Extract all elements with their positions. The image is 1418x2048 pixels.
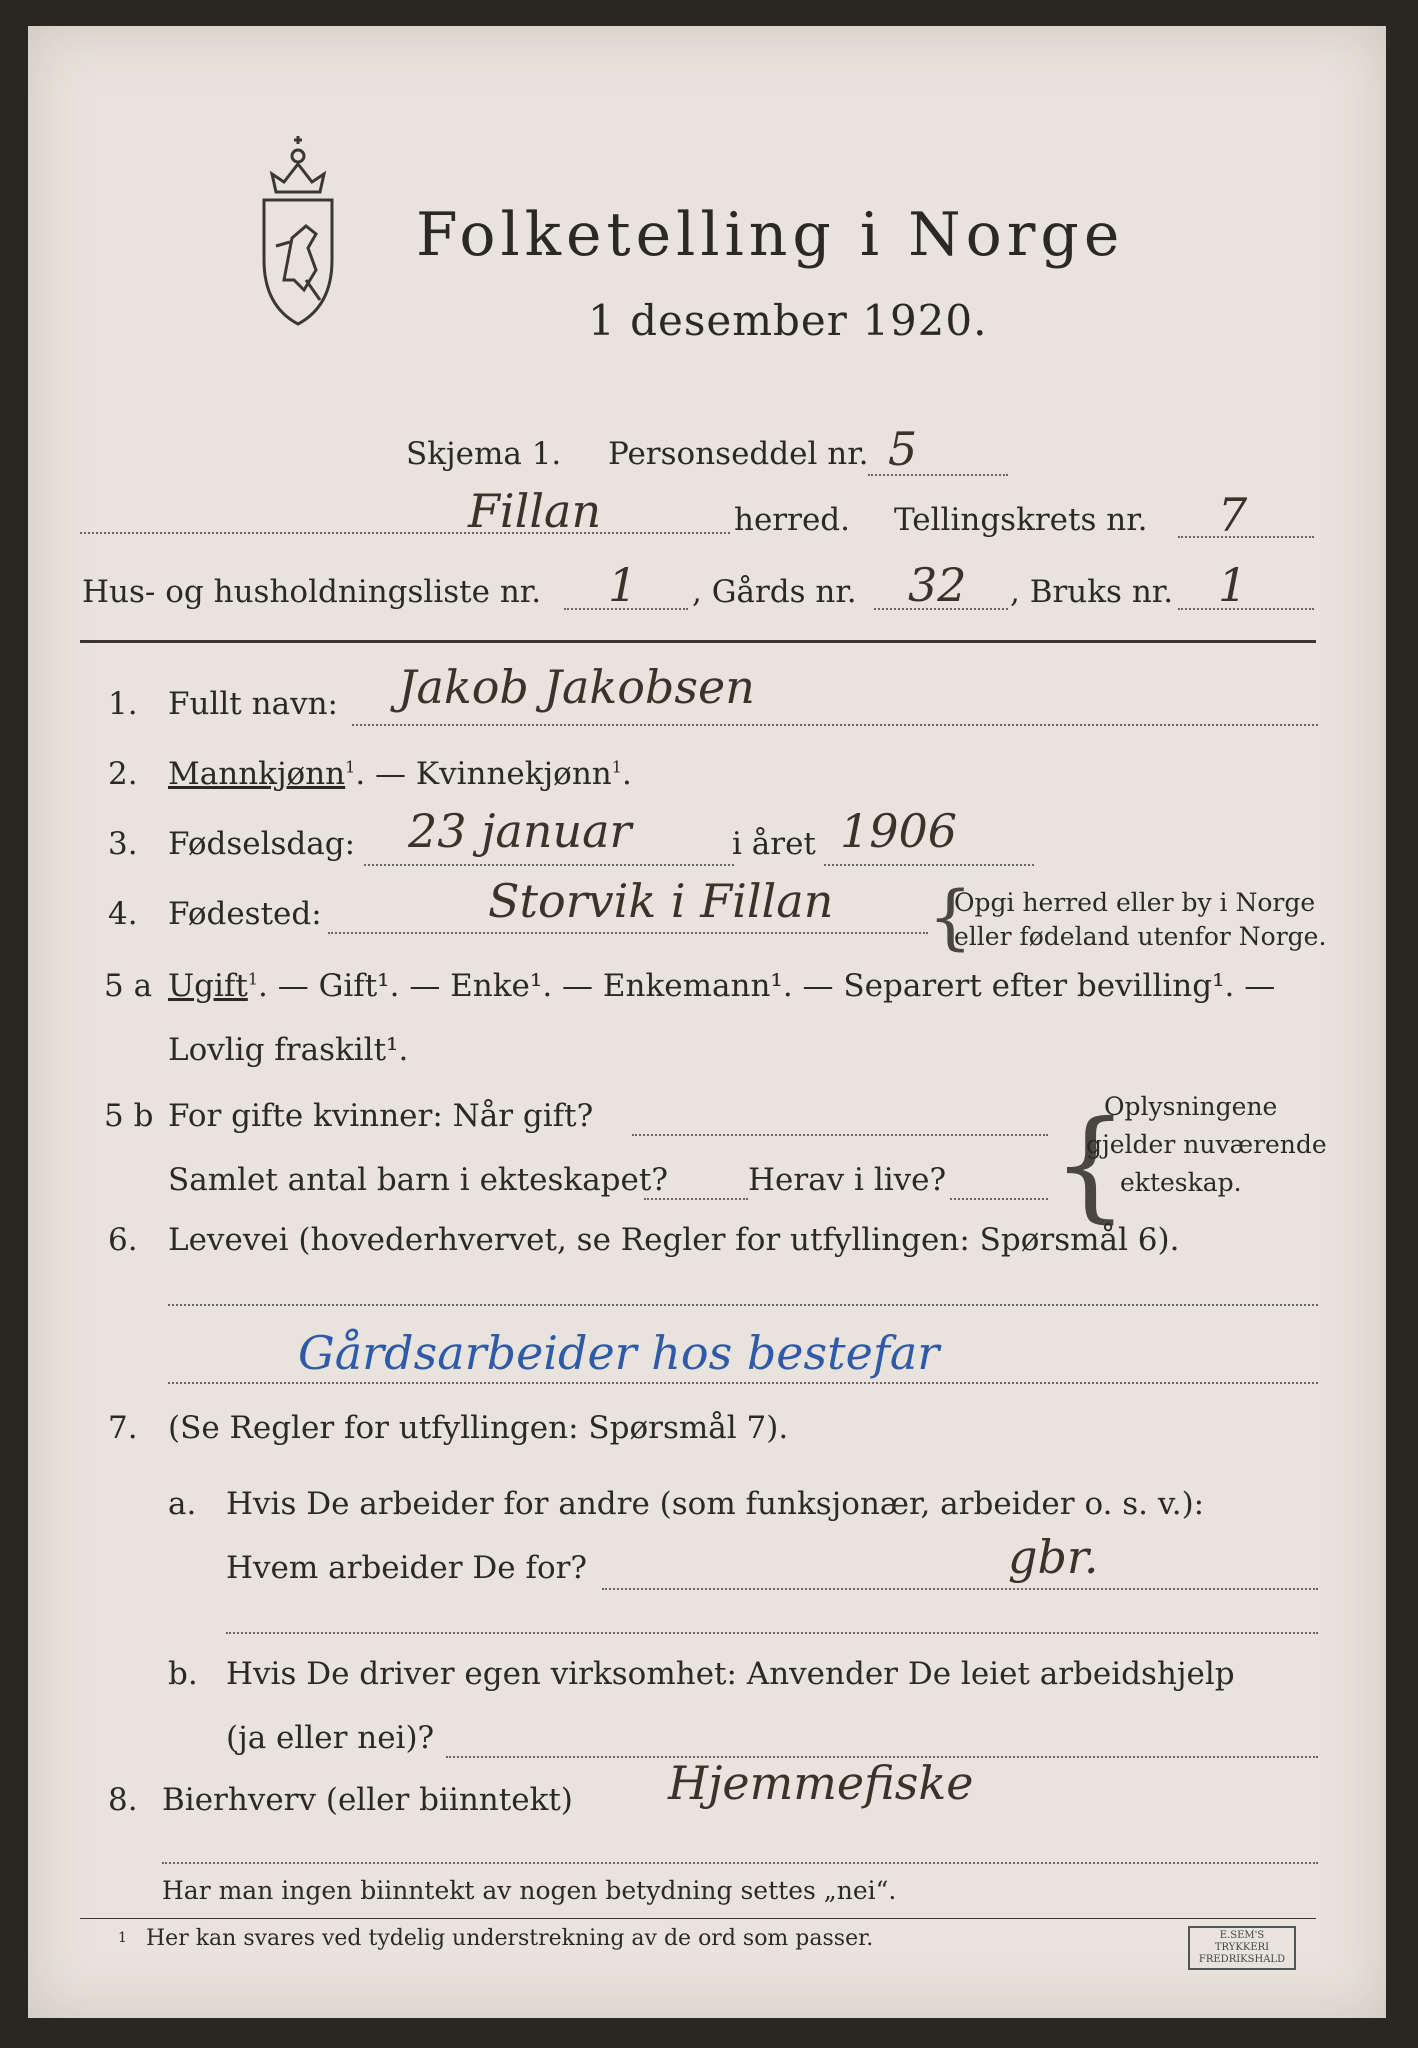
form-title: Folketelling i Norge — [416, 200, 1125, 270]
q3-year-label: i året — [732, 826, 816, 862]
herred-value: Fillan — [468, 484, 602, 538]
q5a-line2: Lovlig fraskilt¹. — [168, 1032, 409, 1068]
q7a-letter: a. — [168, 1486, 197, 1522]
tellingskrets-value: 7 — [1218, 488, 1248, 542]
gards-value: 32 — [908, 558, 967, 612]
q8-label: Bierhverv (eller biinntekt) — [162, 1782, 573, 1818]
q4-note-line1: Opgi herred eller by i Norge — [954, 888, 1316, 917]
q5a-other-options: . — Gift¹. — Enke¹. — Enkemann¹. — Separert efter bevilling¹. — — [258, 968, 1276, 1004]
q5b-note-line3: ekteskap. — [1120, 1168, 1242, 1197]
q1-line — [352, 724, 1318, 726]
q7-number: 7. — [108, 1410, 138, 1446]
q4-brace: { — [928, 876, 973, 958]
q7b-letter: b. — [168, 1656, 198, 1692]
q3-value: 23 januar — [408, 804, 632, 858]
husliste-value: 1 — [608, 558, 638, 612]
q3-label: Fødselsdag: — [168, 826, 356, 862]
q2-male-sup: 1 — [345, 757, 356, 777]
q6-line1 — [168, 1304, 1318, 1306]
q6-label: Levevei (hovederhvervet, se Regler for utfyllingen: Spørsmål 6). — [168, 1222, 1180, 1258]
q4-value: Storvik i Fillan — [488, 874, 834, 928]
bottom-note: Har man ingen biinntekt av nogen betydning settes „nei“. — [162, 1876, 897, 1905]
norway-coat-of-arms-icon — [246, 130, 350, 330]
q4-note-line2: eller fødeland utenfor Norge. — [954, 922, 1327, 951]
q7a-value: gbr. — [1008, 1530, 1099, 1584]
q5a-ugift-sup: 1 — [247, 969, 259, 989]
q3-number: 3. — [108, 826, 138, 862]
q2-female-option: Kvinnekjønn — [415, 756, 612, 792]
printer-stamp — [1188, 1926, 1296, 1970]
q8-number: 8. — [108, 1782, 138, 1818]
tellingskrets-label: Tellingskrets nr. — [894, 502, 1148, 538]
q7-label: (Se Regler for utfyllingen: Spørsmål 7). — [168, 1410, 789, 1446]
q5b-alive-line — [950, 1198, 1048, 1200]
q5b-label1: For gifte kvinner: Når gift? — [168, 1098, 594, 1134]
census-form-sheet — [28, 26, 1386, 2018]
q3-year-value: 1906 — [840, 804, 958, 858]
q5a-options — [168, 968, 1275, 1004]
q5b-note-line1: Oplysningene — [1104, 1092, 1278, 1121]
q7a-extra-line — [226, 1632, 1318, 1634]
q5b-married-line — [632, 1134, 1048, 1136]
q5b-note-line2: gjelder nuværende — [1086, 1130, 1327, 1159]
husliste-label: Hus- og husholdningsliste nr. — [82, 574, 542, 610]
q2-female-sup: 1 — [611, 757, 622, 777]
q5b-label3: Herav i live? — [748, 1162, 947, 1198]
q5a-ugift-option: Ugift — [168, 968, 248, 1004]
q5b-brace: { — [1052, 1096, 1129, 1235]
q7a-line1: Hvis De arbeider for andre (som funksjonær, arbeider o. s. v.): — [226, 1486, 1205, 1522]
q5b-children-line — [644, 1198, 748, 1200]
q1-label: Fullt navn: — [168, 686, 338, 722]
printer-stamp-line2: FREDRIKSHALD — [1198, 1954, 1286, 1965]
bruks-value: 1 — [1218, 558, 1248, 612]
q2-options — [168, 756, 632, 792]
printer-stamp-line1: E.SEM'S TRYKKERI — [1214, 1930, 1270, 1953]
footnote-divider — [80, 1918, 1316, 1919]
herred-line — [80, 532, 730, 534]
personseddel-label: Personseddel nr. — [608, 436, 869, 472]
bruks-label: , Bruks nr. — [1010, 574, 1174, 610]
q6-line2 — [168, 1382, 1318, 1384]
census-date: 1 desember 1920. — [588, 296, 988, 345]
footnote-mark: 1 — [118, 1930, 127, 1946]
q8-line — [162, 1862, 1318, 1864]
q7a-line2: Hvem arbeider De for? — [226, 1550, 588, 1586]
q1-number: 1. — [108, 686, 138, 722]
footnote-text: Her kan svares ved tydelig understrekning av de ord som passer. — [146, 1926, 874, 1951]
herred-label: herred. — [734, 502, 850, 538]
q7b-line1: Hvis De driver egen virksomhet: Anvender De leiet arbeidshjelp — [226, 1656, 1235, 1692]
q2-end: . — [621, 756, 632, 792]
header-divider — [80, 640, 1316, 643]
q7b-line2: (ja eller nei)? — [226, 1720, 435, 1756]
q3-date-line — [364, 864, 734, 866]
q5b-label2: Samlet antal barn i ekteskapet? — [168, 1162, 668, 1198]
q6-number: 6. — [108, 1222, 138, 1258]
gards-label: , Gårds nr. — [692, 574, 857, 610]
q7a-answer-line — [602, 1588, 1318, 1590]
q8-value: Hjemmefiske — [668, 1756, 974, 1810]
personseddel-value: 5 — [888, 422, 918, 476]
q3-year-line — [824, 864, 1034, 866]
skjema-label: Skjema 1. — [406, 436, 562, 472]
q5b-number: 5 b — [104, 1098, 154, 1134]
q4-number: 4. — [108, 896, 138, 932]
q2-dash: . — — [355, 756, 416, 792]
q2-number: 2. — [108, 756, 138, 792]
q5a-number: 5 a — [104, 968, 153, 1004]
q6-value: Gårdsarbeider hos bestefar — [298, 1326, 940, 1380]
q4-label: Fødested: — [168, 896, 322, 932]
q1-value: Jakob Jakobsen — [398, 660, 755, 714]
q4-line — [328, 932, 928, 934]
q2-male-option: Mannkjønn — [168, 756, 346, 792]
